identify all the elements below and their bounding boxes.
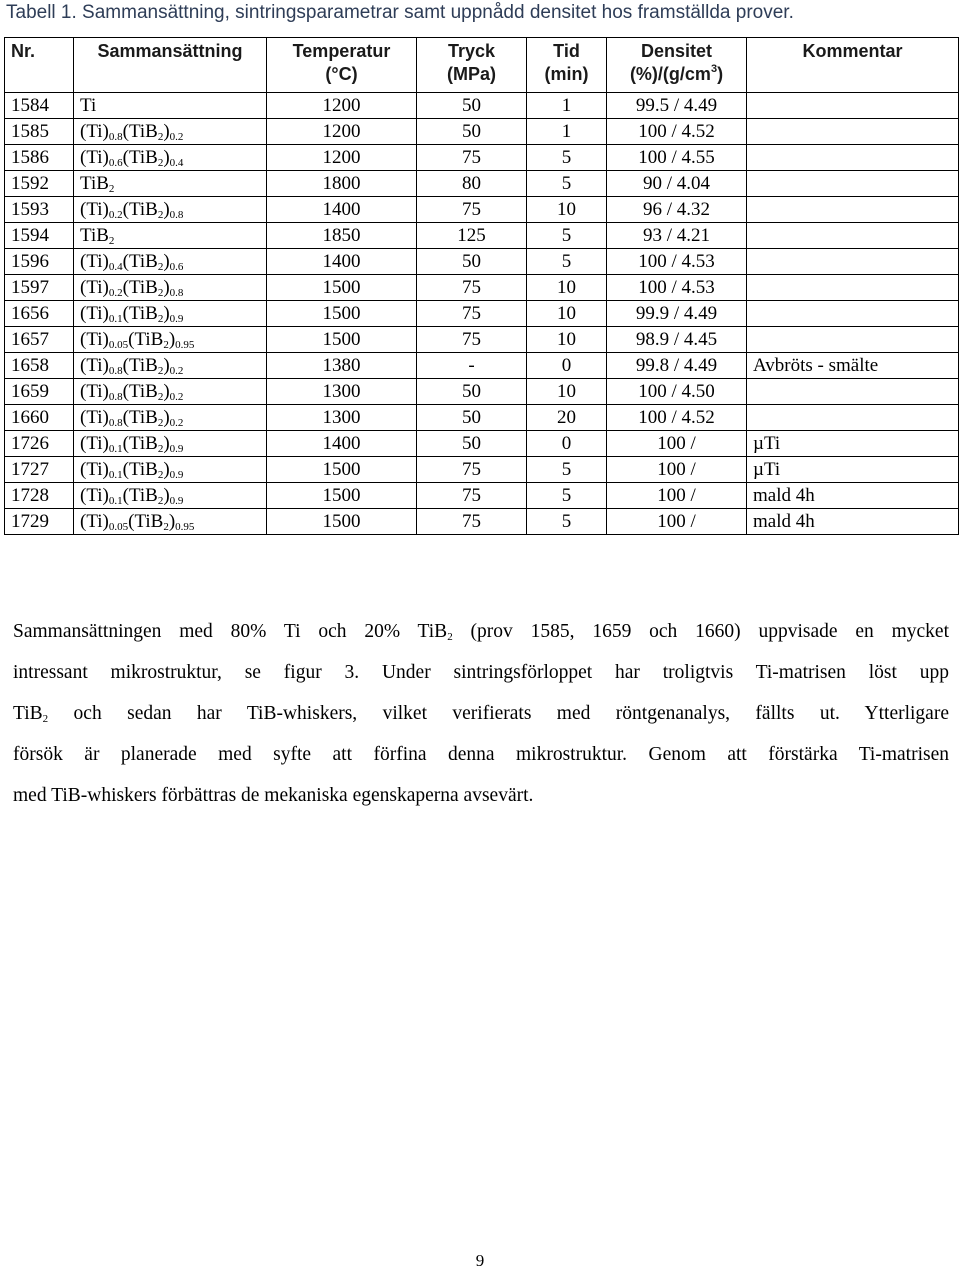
cell-pressure: 50 [417,405,527,431]
cell-composition [74,275,267,301]
composition-text: (Ti) [80,355,109,376]
cell-nr: 1657 [5,327,74,353]
cell-density: 100 / [607,509,747,535]
cell-nr: 1593 [5,197,74,223]
cell-temperature: 1500 [267,301,417,327]
cell-pressure: 50 [417,93,527,119]
sintering-parameters-table [4,37,959,535]
header-pressure-unit: (MPa) [447,64,496,84]
cell-pressure: 75 [417,483,527,509]
paragraph-line [13,652,949,693]
cell-density: 98.9 / 4.45 [607,327,747,353]
paragraph-text: och sedan har TiB-whiskers, vilket verifierats med röntgenanalys, fällts ut. Ytterligare [48,703,949,724]
paragraph-line [13,734,949,775]
composition-subscript: 0.8 [108,131,123,143]
composition-text: ) [163,485,170,506]
cell-temperature: 1300 [267,405,417,431]
cell-nr: 1594 [5,223,74,249]
composition-text: (Ti) [80,407,109,428]
composition-subscript: 2 [157,417,164,429]
paragraph-text: försök är planerade med syfte att förfina denna mikrostruktur. Genom att förstärka Ti-matrisen [13,744,949,765]
paragraph-line [13,693,949,734]
composition-subscript: 0.1 [108,443,123,455]
composition-subscript: 2 [108,235,115,247]
paragraph-subscript: 2 [447,631,453,643]
header-density-unit-exponent: 3 [710,63,718,75]
composition-subscript: 0.1 [108,495,123,507]
cell-temperature: 1400 [267,249,417,275]
header-density-line1: Densitet [640,41,712,61]
cell-nr: 1727 [5,457,74,483]
header-comment: Kommentar [747,38,959,93]
composition-text: ) [163,251,170,272]
cell-comment [747,275,959,301]
composition-subscript: 2 [157,443,164,455]
composition-text: (TiB [122,303,158,324]
cell-time: 10 [527,379,607,405]
composition-text: (Ti) [80,147,109,168]
cell-pressure: 75 [417,197,527,223]
composition-text: (TiB [122,199,158,220]
table-row [5,379,959,405]
composition-text: (TiB [122,121,158,142]
header-density-unit [613,63,740,86]
cell-comment: µTi [747,431,959,457]
composition-text: ) [168,511,176,532]
table-caption: Tabell 1. Sammansättning, sintringsparametrar samt uppnådd densitet hos framställda prover. [6,2,794,23]
cell-density: 100 / 4.52 [607,119,747,145]
cell-temperature: 1200 [267,93,417,119]
composition-text: (Ti) [80,329,109,350]
cell-temperature: 1500 [267,327,417,353]
composition-text: (Ti) [80,277,109,298]
cell-comment [747,249,959,275]
composition-subscript: 0.8 [108,391,123,403]
cell-nr: 1660 [5,405,74,431]
paragraph-text: TiB [13,703,43,724]
composition-subscript: 2 [157,157,164,169]
cell-nr: 1584 [5,93,74,119]
table-row [5,483,959,509]
cell-density: 100 / 4.53 [607,275,747,301]
composition-text: (Ti) [80,485,109,506]
cell-time: 1 [527,93,607,119]
cell-composition [74,353,267,379]
table-row [5,509,959,535]
cell-nr: 1592 [5,171,74,197]
composition-text: (TiB [122,485,158,506]
composition-subscript: 0.1 [108,313,123,325]
cell-comment [747,223,959,249]
composition-subscript: 0.95 [175,521,195,533]
cell-time: 5 [527,249,607,275]
composition-subscript: 0.8 [169,209,184,221]
cell-nr: 1658 [5,353,74,379]
cell-comment: µTi [747,457,959,483]
composition-subscript: 0.4 [169,157,184,169]
cell-composition [74,457,267,483]
table-row [5,353,959,379]
cell-composition [74,197,267,223]
cell-nr: 1728 [5,483,74,509]
cell-temperature: 1400 [267,197,417,223]
cell-time: 10 [527,197,607,223]
table-row [5,301,959,327]
cell-time: 0 [527,431,607,457]
cell-density: 100 / 4.55 [607,145,747,171]
cell-nr: 1659 [5,379,74,405]
table-row [5,249,959,275]
cell-comment [747,171,959,197]
cell-nr: 1585 [5,119,74,145]
cell-composition [74,249,267,275]
cell-time: 5 [527,223,607,249]
cell-nr: 1726 [5,431,74,457]
cell-temperature: 1500 [267,509,417,535]
header-time [527,38,607,93]
composition-subscript: 0.05 [108,339,129,351]
table-row [5,327,959,353]
cell-pressure: 75 [417,509,527,535]
composition-subscript: 0.9 [169,313,184,325]
composition-subscript: 2 [157,469,164,481]
composition-text: (TiB [122,277,158,298]
table-row [5,405,959,431]
paragraph-text: med TiB-whiskers förbättras de mekaniska egenskaperna avsevärt. [13,785,534,806]
paragraph-text: (prov 1585, 1659 och 1660) uppvisade en mycket [452,621,949,642]
composition-text: (TiB [122,459,158,480]
header-temperature-line1: Temperatur [292,41,391,61]
cell-nr: 1596 [5,249,74,275]
cell-temperature: 1500 [267,457,417,483]
composition-subscript: 0.6 [169,261,184,273]
composition-text: (TiB [122,433,158,454]
composition-subscript: 2 [157,131,164,143]
cell-density: 99.8 / 4.49 [607,353,747,379]
cell-pressure: - [417,353,527,379]
cell-comment [747,197,959,223]
cell-time: 20 [527,405,607,431]
composition-subscript: 2 [163,521,169,533]
cell-pressure: 75 [417,457,527,483]
cell-density: 100 / [607,457,747,483]
header-time-line1: Tid [553,41,580,61]
composition-text: (TiB [128,511,164,532]
cell-comment [747,119,959,145]
composition-subscript: 0.9 [169,469,184,481]
cell-density: 100 / 4.50 [607,379,747,405]
cell-comment [747,405,959,431]
composition-text: ) [168,329,176,350]
header-pressure-line1: Tryck [447,41,496,61]
cell-comment: mald 4h [747,509,959,535]
cell-temperature: 1200 [267,145,417,171]
cell-density: 93 / 4.21 [607,223,747,249]
composition-text: ) [163,147,170,168]
cell-temperature: 1300 [267,379,417,405]
cell-time: 10 [527,275,607,301]
cell-pressure: 75 [417,327,527,353]
cell-pressure: 50 [417,119,527,145]
cell-pressure: 50 [417,379,527,405]
cell-nr: 1729 [5,509,74,535]
composition-subscript: 2 [157,287,164,299]
table-row [5,223,959,249]
cell-composition [74,483,267,509]
composition-subscript: 2 [157,495,164,507]
composition-text: TiB [80,173,109,194]
composition-subscript: 2 [157,313,164,325]
composition-subscript: 2 [157,209,164,221]
cell-comment [747,145,959,171]
composition-text: ) [163,355,170,376]
cell-nr: 1586 [5,145,74,171]
cell-composition [74,327,267,353]
table-row [5,431,959,457]
cell-composition [74,405,267,431]
header-time-unit: (min) [544,64,589,84]
cell-density: 96 / 4.32 [607,197,747,223]
composition-subscript: 0.95 [175,339,195,351]
cell-composition [74,379,267,405]
table-row [5,93,959,119]
composition-text: (Ti) [80,251,109,272]
cell-pressure: 75 [417,301,527,327]
composition-text: (TiB [122,355,158,376]
composition-text: ) [163,459,170,480]
cell-nr: 1656 [5,301,74,327]
composition-text: ) [163,121,170,142]
cell-comment [747,327,959,353]
composition-text: (Ti) [80,433,109,454]
composition-text: (TiB [122,381,158,402]
cell-composition [74,93,267,119]
composition-subscript: 2 [157,391,164,403]
cell-time: 5 [527,509,607,535]
cell-density: 99.9 / 4.49 [607,301,747,327]
table-row [5,197,959,223]
cell-composition [74,171,267,197]
composition-text: (Ti) [80,511,109,532]
composition-subscript: 2 [157,261,164,273]
cell-comment [747,93,959,119]
cell-density: 100 / [607,431,747,457]
cell-time: 5 [527,171,607,197]
cell-composition [74,119,267,145]
composition-subscript: 0.2 [169,391,184,403]
header-temperature-unit: (°C) [325,64,358,84]
cell-pressure: 75 [417,145,527,171]
cell-density: 100 / 4.53 [607,249,747,275]
header-composition: Sammansättning [74,38,267,93]
cell-time: 10 [527,327,607,353]
cell-time: 5 [527,145,607,171]
cell-time: 5 [527,457,607,483]
cell-temperature: 1800 [267,171,417,197]
cell-composition [74,145,267,171]
composition-subscript: 0.9 [169,495,184,507]
composition-subscript: 0.2 [169,365,184,377]
composition-text: (Ti) [80,459,109,480]
composition-subscript: 0.9 [169,443,184,455]
header-nr: Nr. [5,38,74,93]
paragraph-line [13,611,949,652]
composition-subscript: 2 [163,339,169,351]
table-row [5,275,959,301]
cell-pressure: 80 [417,171,527,197]
composition-subscript: 0.6 [108,157,123,169]
cell-density: 100 / 4.52 [607,405,747,431]
cell-density: 90 / 4.04 [607,171,747,197]
cell-pressure: 50 [417,431,527,457]
page-number: 9 [475,1251,485,1270]
paragraph-text: Sammansättningen med 80% Ti och 20% TiB [13,621,448,642]
cell-time: 1 [527,119,607,145]
header-temperature [267,38,417,93]
header-density [607,38,747,93]
composition-text: (TiB [128,329,164,350]
cell-composition [74,301,267,327]
table-row [5,171,959,197]
cell-temperature: 1200 [267,119,417,145]
composition-text: ) [163,303,170,324]
composition-subscript: 2 [108,183,115,195]
cell-nr: 1597 [5,275,74,301]
cell-density: 99.5 / 4.49 [607,93,747,119]
cell-pressure: 75 [417,275,527,301]
cell-pressure: 125 [417,223,527,249]
composition-subscript: 0.2 [108,209,123,221]
cell-time: 0 [527,353,607,379]
composition-subscript: 0.2 [169,131,184,143]
cell-comment: mald 4h [747,483,959,509]
cell-time: 10 [527,301,607,327]
composition-text: ) [163,199,170,220]
cell-temperature: 1500 [267,483,417,509]
composition-text: Ti [80,95,97,116]
paragraph-text: intressant mikrostruktur, se figur 3. Under sintringsförloppet har troligtvis Ti-matrisen löst upp [13,662,949,683]
composition-subscript: 0.2 [169,417,184,429]
cell-composition [74,431,267,457]
composition-text: ) [163,433,170,454]
cell-temperature: 1850 [267,223,417,249]
header-density-unit-text: (%)/(g/cm [629,64,711,84]
body-paragraph [13,611,949,816]
composition-subscript: 0.8 [108,417,123,429]
table-row [5,119,959,145]
cell-density: 100 / [607,483,747,509]
cell-composition [74,509,267,535]
composition-subscript: 0.8 [169,287,184,299]
cell-temperature: 1400 [267,431,417,457]
composition-text: (TiB [122,147,158,168]
cell-time: 5 [527,483,607,509]
header-pressure [417,38,527,93]
composition-text: (Ti) [80,381,109,402]
composition-text: TiB [80,225,109,246]
cell-composition [74,223,267,249]
cell-comment [747,379,959,405]
cell-pressure: 50 [417,249,527,275]
composition-subscript: 0.8 [108,365,123,377]
composition-text: (TiB [122,251,158,272]
composition-text: (Ti) [80,121,109,142]
composition-subscript: 0.2 [108,287,123,299]
paragraph-line [13,775,949,816]
composition-text: (Ti) [80,199,109,220]
composition-subscript: 0.05 [108,521,129,533]
composition-text: ) [163,277,170,298]
header-density-unit-close: ) [717,64,724,84]
composition-subscript: 0.4 [108,261,123,273]
composition-text: (TiB [122,407,158,428]
composition-subscript: 2 [157,365,164,377]
table-row [5,457,959,483]
paragraph-subscript: 2 [42,713,49,725]
composition-text: ) [163,381,170,402]
cell-temperature: 1380 [267,353,417,379]
table-header-row [5,38,959,93]
composition-text: ) [163,407,170,428]
table-row [5,145,959,171]
composition-subscript: 0.1 [108,469,123,481]
cell-comment [747,301,959,327]
composition-text: (Ti) [80,303,109,324]
cell-comment: Avbröts - smälte [747,353,959,379]
cell-temperature: 1500 [267,275,417,301]
